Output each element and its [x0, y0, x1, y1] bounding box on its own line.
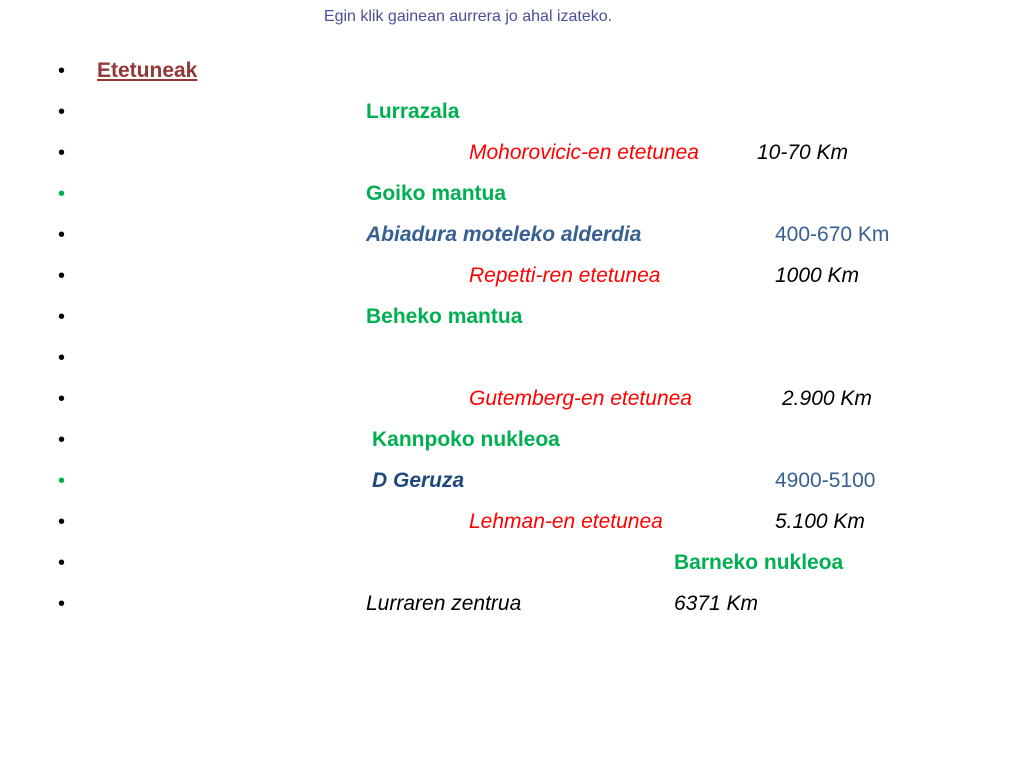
depth-value: 6371 Km: [674, 592, 759, 615]
bullet-icon: •: [58, 183, 66, 205]
bullet-icon: •: [58, 306, 66, 328]
bullet-icon: •: [58, 224, 66, 246]
list-item: [0, 384, 1024, 414]
list-item: [0, 138, 1024, 168]
discontinuity-name: Repetti-ren etetunea: [469, 264, 661, 287]
list-item: [0, 56, 1024, 86]
list-item: [0, 261, 1024, 291]
depth-value: 400-670 Km: [775, 223, 890, 246]
discontinuity-name: Mohorovicic-en etetunea: [469, 141, 699, 164]
bullet-icon: •: [58, 142, 66, 164]
bullet-icon: •: [58, 388, 66, 410]
zone-name: Abiadura moteleko alderdia: [366, 223, 642, 246]
bullet-icon: •: [58, 552, 66, 574]
bullet-icon: •: [58, 101, 66, 123]
list-item: [0, 220, 1024, 250]
discontinuity-name: Gutemberg-en etetunea: [469, 387, 692, 410]
discontinuity-name: Lehman-en etetunea: [469, 510, 663, 533]
depth-value: 2.900 Km: [782, 387, 872, 410]
list-item: [0, 589, 1024, 619]
center-name: Lurraren zentrua: [366, 592, 522, 615]
depth-value: 4900-5100: [775, 469, 876, 492]
depth-value: 1000 Km: [775, 264, 860, 287]
section-title-link[interactable]: Etetuneak: [97, 59, 198, 82]
layer-name: Beheko mantua: [366, 305, 523, 328]
bullet-icon: •: [58, 593, 66, 615]
list-item: [0, 548, 1024, 578]
bullet-icon: •: [58, 429, 66, 451]
depth-value: 10-70 Km: [757, 141, 849, 164]
zone-name: D Geruza: [372, 469, 465, 492]
list-item: [0, 302, 1024, 332]
list-item: [0, 343, 1024, 373]
list-item: [0, 179, 1024, 209]
layer-name: Barneko nukleoa: [674, 551, 844, 574]
list-item: [0, 507, 1024, 537]
layer-name: Goiko mantua: [366, 182, 507, 205]
list-item: [0, 425, 1024, 455]
layer-name: Lurrazala: [366, 100, 460, 123]
layer-name: Kannpoko nukleoa: [372, 428, 560, 451]
list-item: [0, 466, 1024, 496]
bullet-icon: •: [58, 347, 66, 369]
bullet-icon: •: [58, 265, 66, 287]
bullet-icon: •: [58, 470, 66, 492]
depth-value: 5.100 Km: [775, 510, 865, 533]
bullet-icon: •: [58, 60, 66, 82]
bullet-icon: •: [58, 511, 66, 533]
advance-hint: Egin klik gainean aurrera jo ahal izateko.: [323, 8, 613, 25]
list-item: [0, 97, 1024, 127]
